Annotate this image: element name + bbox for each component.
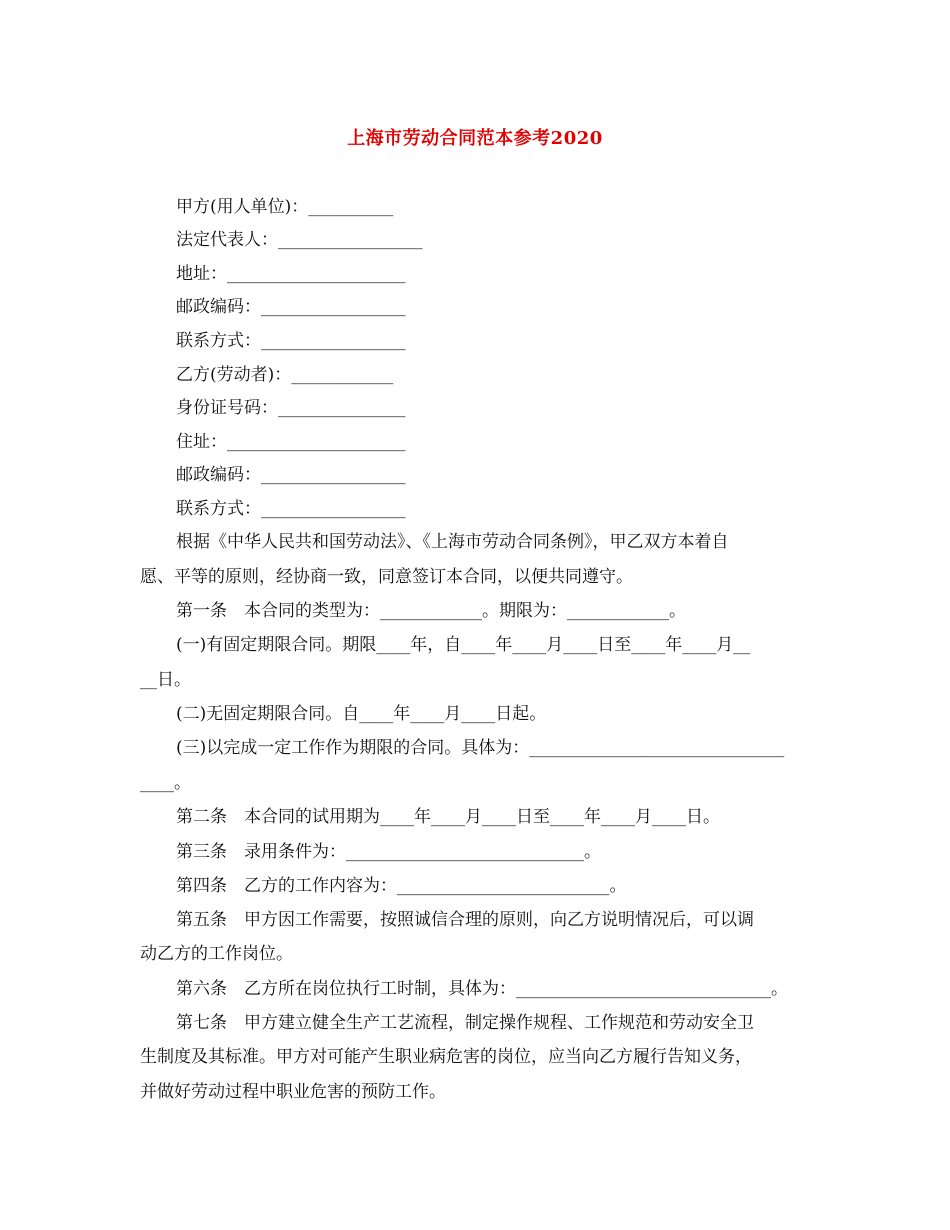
preamble-paragraph-line-2: 愿、平等的原则，经协商一致，同意签订本合同，以便共同遵守。 <box>140 567 633 587</box>
party-a-postal-code-line: 邮政编码：_________________ <box>176 297 406 317</box>
id-number-line: 身份证号码：_______________ <box>176 398 406 418</box>
party-a-contact-line: 联系方式：_________________ <box>176 331 406 351</box>
article-5-line-2: 动乙方的工作岗位。 <box>140 944 293 964</box>
article-2-line: 第二条 本合同的试用期为____年____月____日至____年____月____日。 <box>176 807 720 827</box>
clause-1-1-line-2: __日。 <box>140 670 191 690</box>
article-7-line-2: 生制度及其标准。甲方对可能产生职业病危害的岗位，应当向乙方履行告知义务， <box>140 1047 752 1067</box>
article-4-line: 第四条 乙方的工作内容为：_________________________。 <box>176 876 627 896</box>
legal-representative-line: 法定代表人：_________________ <box>176 230 423 250</box>
clause-1-3-line-2: ____。 <box>140 773 191 793</box>
party-a-address-line: 地址：_____________________ <box>176 264 406 284</box>
article-1-line: 第一条 本合同的类型为：____________。期限为：____________。 <box>176 601 686 621</box>
party-a-employer-line: 甲方(用人单位)：__________ <box>176 197 394 217</box>
party-b-contact-line: 联系方式：_________________ <box>176 499 406 519</box>
clause-1-1-line-1: (一)有固定期限合同。期限____年，自____年____月____日至____年____月__ <box>176 635 751 655</box>
article-3-line: 第三条 录用条件为：____________________________。 <box>176 842 601 862</box>
preamble-paragraph-line-1: 根据《中华人民共和国劳动法》、《上海市劳动合同条例》，甲乙双方本着自 <box>176 532 729 552</box>
article-5-line-1: 第五条 甲方因工作需要，按照诚信合理的原则，向乙方说明情况后，可以调 <box>176 910 754 930</box>
party-b-address-line: 住址：_____________________ <box>176 432 406 452</box>
party-b-postal-code-line: 邮政编码：_________________ <box>176 465 406 485</box>
article-7-line-3: 并做好劳动过程中职业危害的预防工作。 <box>140 1082 446 1102</box>
clause-1-2-line: (二)无固定期限合同。自____年____月____日起。 <box>176 704 547 724</box>
article-7-line-1: 第七条 甲方建立健全生产工艺流程，制定操作规程、工作规范和劳动安全卫 <box>176 1013 754 1033</box>
clause-1-3-line-1: (三)以完成一定工作作为期限的合同。具体为：______________________________ <box>176 738 785 758</box>
party-b-worker-line: 乙方(劳动者)：____________ <box>176 365 394 385</box>
article-6-line: 第六条 乙方所在岗位执行工时制，具体为：______________________________。 <box>176 979 788 999</box>
document-title: 上海市劳动合同范本参考2020 <box>347 128 603 149</box>
